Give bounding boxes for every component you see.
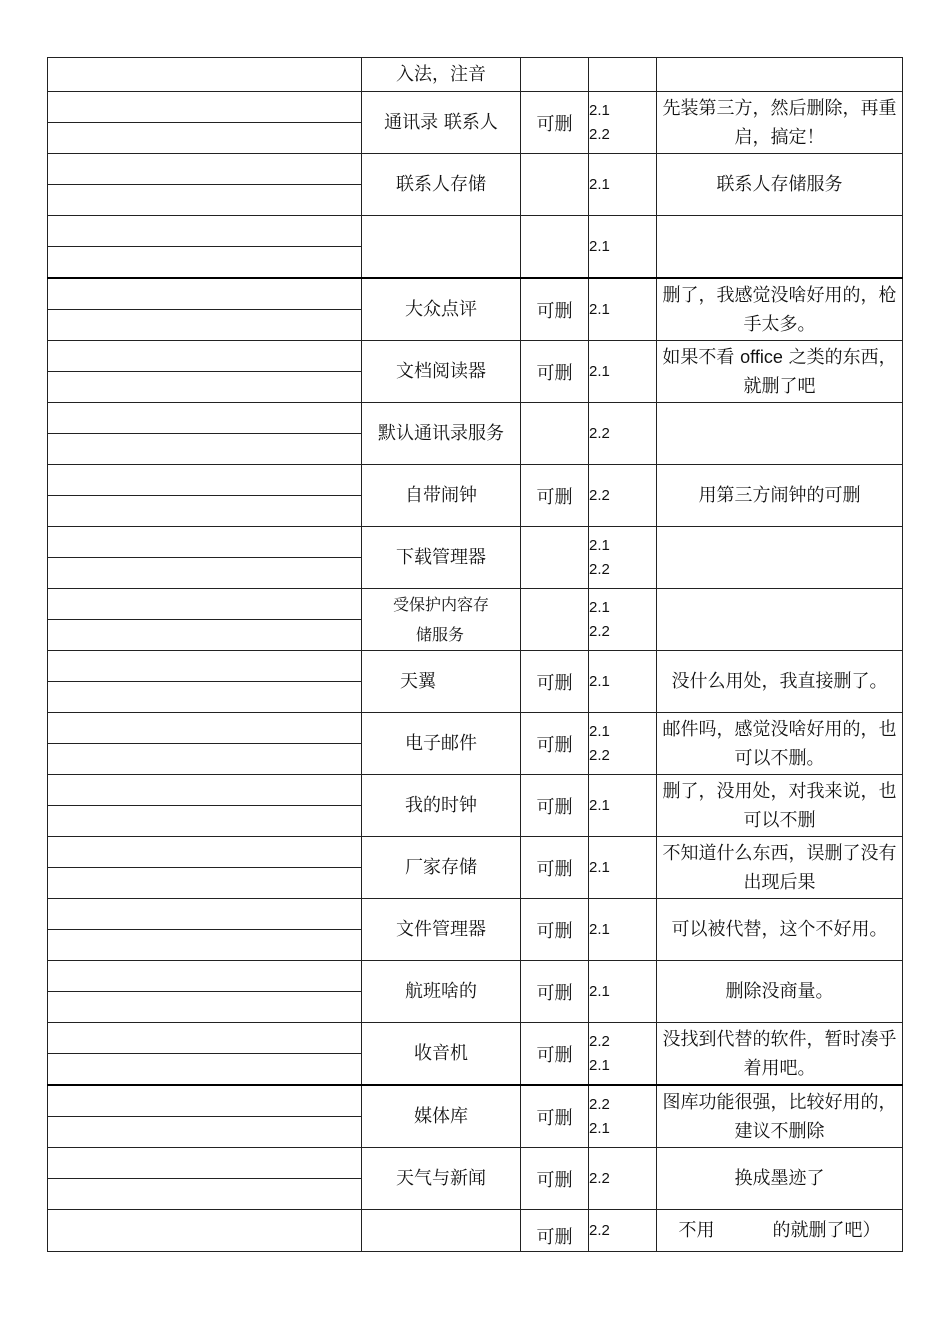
blank-cell bbox=[48, 434, 362, 465]
note-text: 的就删了吧） bbox=[772, 1220, 881, 1241]
app-name bbox=[362, 1210, 521, 1252]
table-row bbox=[48, 589, 903, 620]
version-cell bbox=[589, 341, 657, 403]
blank-cell bbox=[48, 527, 362, 558]
note-cell bbox=[657, 1210, 903, 1252]
table-row bbox=[48, 1148, 903, 1179]
table-row bbox=[48, 961, 903, 992]
version-label: 2.1 bbox=[589, 858, 610, 876]
table-row bbox=[48, 1210, 903, 1252]
table-row bbox=[48, 775, 903, 806]
blank-cell bbox=[48, 1085, 362, 1117]
table-row bbox=[48, 341, 903, 372]
note-text: 如果不看 bbox=[662, 346, 741, 368]
version-label: 2.1 bbox=[589, 300, 610, 318]
note-cell: 邮件吗，感觉没啥好用的，也可以不删。 bbox=[657, 713, 903, 775]
note-cell: 用第三方闹钟的可删 bbox=[657, 465, 903, 527]
app-name: 收音机 bbox=[362, 1023, 521, 1086]
note-text: 之类的东西，就删了吧 bbox=[743, 346, 897, 397]
version-cell bbox=[589, 216, 657, 279]
blank-cell bbox=[48, 806, 362, 837]
version-cell bbox=[589, 961, 657, 1023]
app-name: 文件管理器 bbox=[362, 899, 521, 961]
app-name: 天气与新闻 bbox=[362, 1148, 521, 1210]
table-row bbox=[48, 92, 903, 123]
deletable-cell: 可删 bbox=[521, 651, 589, 713]
blank-cell bbox=[48, 216, 362, 247]
table-row bbox=[48, 403, 903, 434]
blank-cell bbox=[48, 278, 362, 310]
note-cell bbox=[657, 403, 903, 465]
version-label: 2.2 bbox=[589, 486, 610, 504]
note-cell bbox=[657, 341, 903, 403]
deletable-cell: 可删 bbox=[521, 899, 589, 961]
app-name: 媒体库 bbox=[362, 1085, 521, 1148]
blank-cell bbox=[48, 1148, 362, 1179]
blank-cell bbox=[48, 1210, 362, 1252]
version-cell bbox=[589, 589, 657, 651]
version-label: 2.1 bbox=[589, 175, 610, 193]
deletable-cell: 可删 bbox=[521, 1210, 589, 1252]
deletable-cell: 可删 bbox=[521, 465, 589, 527]
blank-cell bbox=[48, 930, 362, 961]
table-row bbox=[48, 899, 903, 930]
deletable-cell: 可删 bbox=[521, 1085, 589, 1148]
app-name: 厂家存储 bbox=[362, 837, 521, 899]
blank-cell bbox=[48, 58, 362, 92]
blank-cell bbox=[48, 310, 362, 341]
table-row bbox=[48, 651, 903, 682]
deletable-cell bbox=[521, 216, 589, 279]
blank-cell bbox=[48, 185, 362, 216]
blank-cell bbox=[48, 247, 362, 279]
table-row bbox=[48, 58, 903, 92]
version-label: 2.2 bbox=[589, 1169, 610, 1187]
table-row bbox=[48, 527, 903, 558]
blank-cell bbox=[48, 775, 362, 806]
version-label: 2.2 bbox=[589, 1032, 610, 1050]
app-name: 自带闹钟 bbox=[362, 465, 521, 527]
version-label: 2.1 bbox=[589, 1119, 610, 1137]
blank-cell bbox=[48, 651, 362, 682]
version-label: 2.2 bbox=[589, 424, 610, 442]
note-cell: 没什么用处，我直接删了。 bbox=[657, 651, 903, 713]
blank-cell bbox=[48, 899, 362, 930]
version-cell bbox=[589, 1148, 657, 1210]
deletable-cell: 可删 bbox=[521, 713, 589, 775]
version-cell bbox=[589, 1023, 657, 1086]
note-text-latin: office bbox=[740, 346, 783, 367]
app-name: 文档阅读器 bbox=[362, 341, 521, 403]
app-name: 下载管理器 bbox=[362, 527, 521, 589]
version-cell bbox=[589, 278, 657, 341]
version-cell bbox=[589, 651, 657, 713]
table-row bbox=[48, 154, 903, 185]
table-row bbox=[48, 837, 903, 868]
blank-cell bbox=[48, 1054, 362, 1086]
blank-cell bbox=[48, 341, 362, 372]
version-cell bbox=[589, 899, 657, 961]
version-cell bbox=[589, 58, 657, 92]
version-label: 2.2 bbox=[589, 1095, 610, 1113]
version-cell bbox=[589, 837, 657, 899]
app-name: 电子邮件 bbox=[362, 713, 521, 775]
app-name: 天翼 bbox=[362, 651, 521, 713]
table-row bbox=[48, 1085, 903, 1117]
blank-cell bbox=[48, 992, 362, 1023]
version-cell bbox=[589, 403, 657, 465]
version-label: 2.1 bbox=[589, 536, 610, 554]
app-name: 默认通讯录服务 bbox=[362, 403, 521, 465]
version-cell bbox=[589, 92, 657, 154]
note-cell: 没找到代替的软件，暂时凑乎着用吧。 bbox=[657, 1023, 903, 1086]
table-row bbox=[48, 1023, 903, 1054]
blank-cell bbox=[48, 403, 362, 434]
app-name bbox=[362, 589, 521, 651]
deletable-cell bbox=[521, 589, 589, 651]
blank-cell bbox=[48, 620, 362, 651]
note-cell bbox=[657, 527, 903, 589]
blank-cell bbox=[48, 744, 362, 775]
deletable-cell: 可删 bbox=[521, 278, 589, 341]
blank-cell bbox=[48, 589, 362, 620]
blank-cell bbox=[48, 465, 362, 496]
app-table bbox=[47, 57, 903, 1252]
version-label: 2.1 bbox=[589, 362, 610, 380]
app-name: 航班啥的 bbox=[362, 961, 521, 1023]
version-cell bbox=[589, 713, 657, 775]
version-label: 2.2 bbox=[589, 125, 610, 143]
app-name: 通讯录 联系人 bbox=[362, 92, 521, 154]
note-cell: 删除没商量。 bbox=[657, 961, 903, 1023]
blank-cell bbox=[48, 837, 362, 868]
version-label: 2.1 bbox=[589, 672, 610, 690]
blank-cell bbox=[48, 558, 362, 589]
version-label: 2.2 bbox=[589, 1221, 610, 1239]
blank-cell bbox=[48, 496, 362, 527]
app-name: 我的时钟 bbox=[362, 775, 521, 837]
deletable-cell: 可删 bbox=[521, 961, 589, 1023]
blank-cell bbox=[48, 868, 362, 899]
deletable-cell: 可删 bbox=[521, 92, 589, 154]
app-name-line: 储服务 bbox=[416, 624, 465, 644]
note-cell: 可以被代替，这个不好用。 bbox=[657, 899, 903, 961]
note-cell bbox=[657, 58, 903, 92]
note-cell bbox=[657, 589, 903, 651]
blank-cell bbox=[48, 1023, 362, 1054]
version-cell bbox=[589, 1210, 657, 1252]
blank-cell bbox=[48, 154, 362, 185]
table-row bbox=[48, 278, 903, 310]
blank-cell bbox=[48, 961, 362, 992]
version-cell bbox=[589, 465, 657, 527]
version-cell bbox=[589, 527, 657, 589]
blank-cell bbox=[48, 682, 362, 713]
blank-cell bbox=[48, 1117, 362, 1148]
app-name bbox=[362, 216, 521, 279]
deletable-cell bbox=[521, 154, 589, 216]
version-label: 2.2 bbox=[589, 746, 610, 764]
table-row bbox=[48, 216, 903, 247]
blank-cell bbox=[48, 1179, 362, 1210]
version-label: 2.1 bbox=[589, 982, 610, 1000]
note-cell: 换成墨迹了 bbox=[657, 1148, 903, 1210]
version-label: 2.1 bbox=[589, 920, 610, 938]
version-label: 2.1 bbox=[589, 101, 610, 119]
version-label: 2.1 bbox=[589, 1056, 610, 1074]
note-cell: 先装第三方，然后删除，再重启，搞定！ bbox=[657, 92, 903, 154]
deletable-cell: 可删 bbox=[521, 775, 589, 837]
note-cell: 联系人存储服务 bbox=[657, 154, 903, 216]
version-cell bbox=[589, 1085, 657, 1148]
blank-cell bbox=[48, 123, 362, 154]
note-cell bbox=[657, 216, 903, 279]
deletable-cell: 可删 bbox=[521, 1148, 589, 1210]
note-text: 不用 bbox=[678, 1220, 715, 1241]
deletable-cell: 可删 bbox=[521, 1023, 589, 1086]
deletable-cell bbox=[521, 58, 589, 92]
blank-cell bbox=[48, 92, 362, 123]
deletable-cell: 可删 bbox=[521, 341, 589, 403]
note-cell: 删了，我感觉没啥好用的，枪手太多。 bbox=[657, 278, 903, 341]
version-label: 2.1 bbox=[589, 796, 610, 814]
table-row bbox=[48, 465, 903, 496]
version-cell bbox=[589, 154, 657, 216]
version-label: 2.1 bbox=[589, 598, 610, 616]
table-row bbox=[48, 713, 903, 744]
version-label: 2.2 bbox=[589, 622, 610, 640]
note-cell: 图库功能很强，比较好用的，建议不删除 bbox=[657, 1085, 903, 1148]
version-label: 2.2 bbox=[589, 560, 610, 578]
app-name-line: 受保护内容存 bbox=[392, 594, 489, 614]
deletable-cell: 可删 bbox=[521, 837, 589, 899]
deletable-cell bbox=[521, 403, 589, 465]
blank-cell bbox=[48, 713, 362, 744]
note-cell: 删了，没用处，对我来说，也可以不删 bbox=[657, 775, 903, 837]
app-name: 联系人存储 bbox=[362, 154, 521, 216]
note-cell: 不知道什么东西，误删了没有出现后果 bbox=[657, 837, 903, 899]
app-name: 入法，注音 bbox=[362, 58, 521, 92]
app-name: 大众点评 bbox=[362, 278, 521, 341]
deletable-cell bbox=[521, 527, 589, 589]
version-cell bbox=[589, 775, 657, 837]
blank-cell bbox=[48, 372, 362, 403]
version-label: 2.1 bbox=[589, 237, 610, 255]
version-label: 2.1 bbox=[589, 722, 610, 740]
